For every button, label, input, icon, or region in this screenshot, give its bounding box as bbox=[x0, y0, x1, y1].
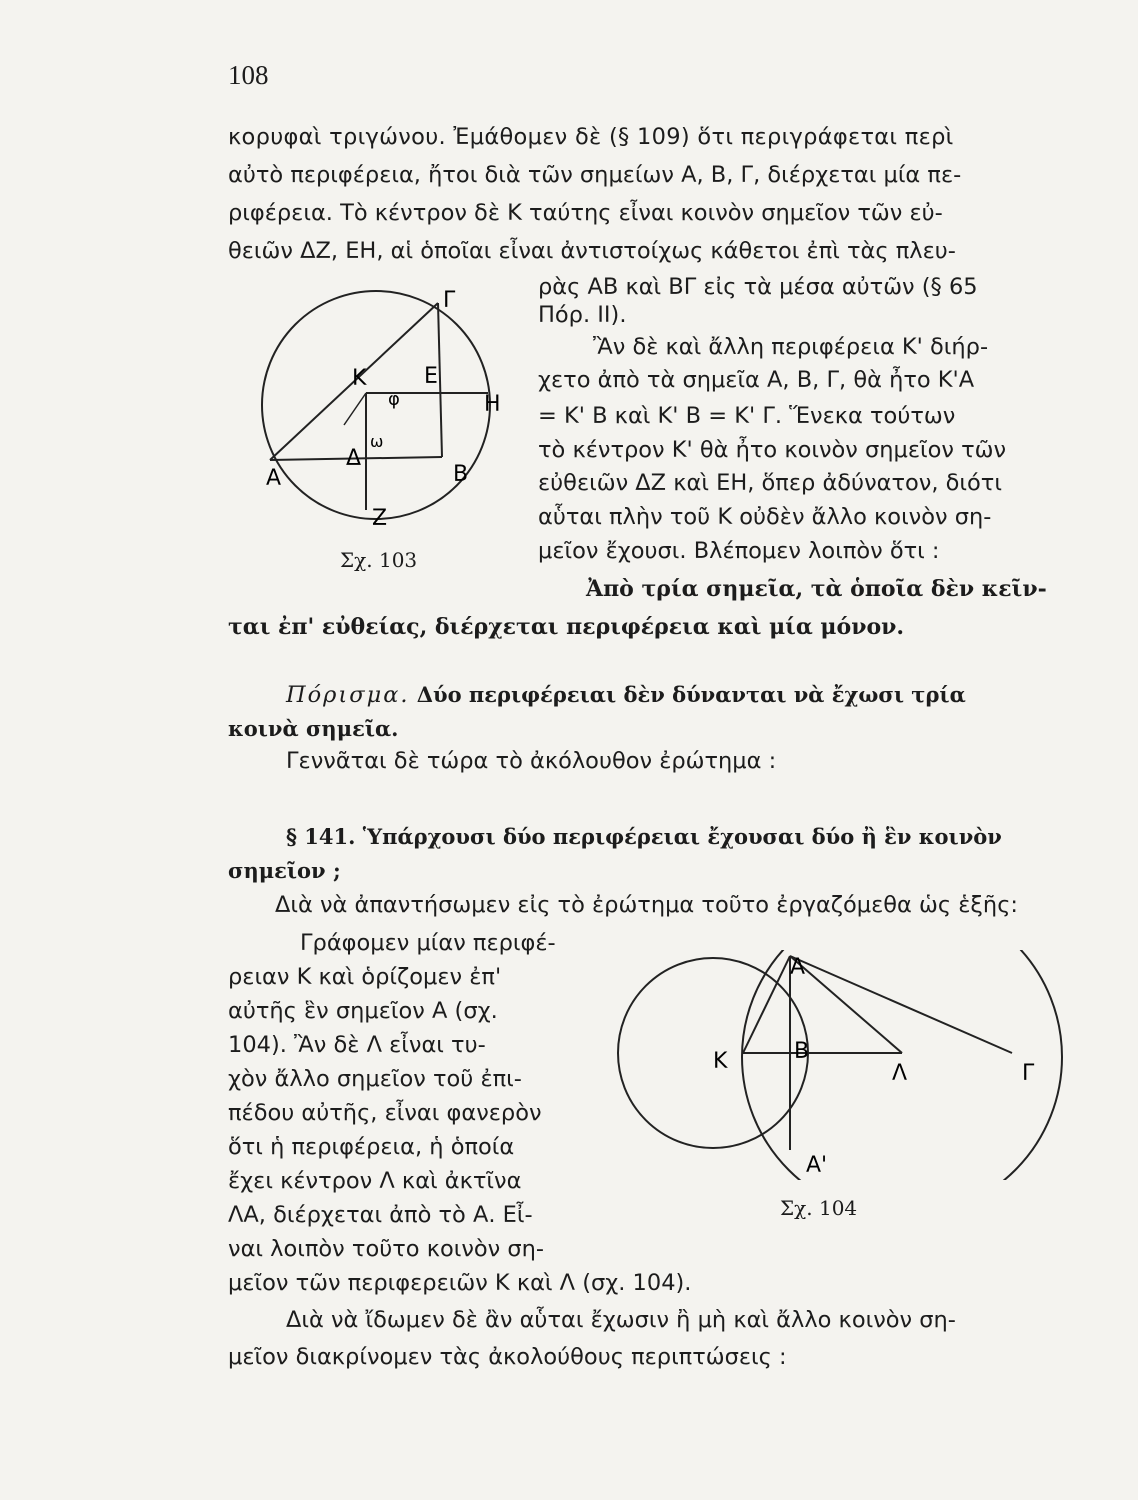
text-line: ΛΑ, διέρχεται ἀπὸ τὸ Α. Εἶ- bbox=[228, 1202, 533, 1228]
text-line: μεῖον ἔχουσι. Βλέπομεν λοιπὸν ὅτι : bbox=[538, 538, 940, 564]
text-line: Διὰ νὰ ἀπαντήσωμεν εἰς τὸ ἐρώτημα τοῦτο ἐργαζόμεθα ὡς ἑξῆς: bbox=[275, 892, 1018, 918]
label-b: Β bbox=[794, 1039, 810, 1064]
text-line: Ἂν δὲ καὶ ἄλλη περιφέρεια Κ' διήρ- bbox=[593, 334, 989, 360]
text-line: κορυφαὶ τριγώνου. Ἐμάθομεν δὲ (§ 109) ὅτι περιγράφεται περὶ bbox=[228, 124, 954, 150]
section-heading: σημεῖον ; bbox=[228, 858, 341, 883]
theorem-line: ται ἐπ' εὐθείας, διέρχεται περιφέρεια καὶ μία μόνον. bbox=[228, 614, 905, 640]
text-line: Πόρ. ΙΙ). bbox=[538, 302, 627, 328]
text-line: ρειαν Κ καὶ ὁρίζομεν ἐπ' bbox=[228, 964, 502, 990]
label-gamma: Γ bbox=[443, 288, 456, 313]
label-k: Κ bbox=[713, 1049, 728, 1074]
porisma-text-2: κοινὰ σημεῖα. bbox=[228, 716, 399, 741]
porisma-line bbox=[286, 680, 966, 710]
label-a: Α bbox=[266, 466, 282, 491]
label-h: Η bbox=[484, 392, 501, 417]
label-a: Α bbox=[790, 955, 806, 980]
porisma-label: Πόρισμα. bbox=[286, 682, 410, 708]
section-heading: § 141. Ὑπάρχουσι δύο περιφέρειαι ἔχουσαι δύο ἢ ἓν κοινὸν bbox=[286, 824, 1002, 849]
text-line: ναι λοιπὸν τοῦτο κοινὸν ση- bbox=[228, 1236, 545, 1262]
label-gamma: Γ bbox=[1022, 1061, 1035, 1086]
text-line: Γεννᾶται δὲ τώρα τὸ ἀκόλουθον ἐρώτημα : bbox=[286, 748, 777, 774]
text-line: μεῖον τῶν περιφερειῶν Κ καὶ Λ (σχ. 104). bbox=[228, 1270, 692, 1296]
label-a-prime: Α' bbox=[806, 1153, 828, 1178]
text-line: ἔχει κέντρον Λ καὶ ἀκτῖνα bbox=[228, 1168, 522, 1194]
figure-103 bbox=[248, 275, 528, 545]
label-lambda: Λ bbox=[892, 1061, 908, 1086]
label-k: Κ bbox=[352, 366, 367, 391]
text-line: Διὰ νὰ ἴδωμεν δὲ ἂν αὗται ἔχωσιν ἢ μὴ καὶ ἄλλο κοινὸν ση- bbox=[286, 1307, 956, 1333]
text-line: μεῖον διακρίνομεν τὰς ἀκολούθους περιπτώσεις : bbox=[228, 1344, 787, 1370]
figure-104 bbox=[610, 950, 1070, 1180]
text-line: αὗται πλὴν τοῦ Κ οὐδὲν ἄλλο κοινὸν ση- bbox=[538, 504, 992, 530]
text-line: αὐτὸ περιφέρεια, ἤτοι διὰ τῶν σημείων Α, Β, Γ, διέρχεται μία πε- bbox=[228, 162, 962, 188]
page-number: 108 bbox=[228, 60, 269, 90]
text-line: εὐθειῶν ΔΖ καὶ ΕΗ, ὅπερ ἀδύνατον, διότι bbox=[538, 470, 1002, 496]
text-line: αὐτῆς ἓν σημεῖον Α (σχ. bbox=[228, 998, 498, 1024]
porisma-text: Δύο περιφέρειαι δὲν δύνανται νὰ ἔχωσι τρία bbox=[416, 682, 966, 707]
label-omega: ω bbox=[370, 432, 384, 451]
text-line: τὸ κέντρον Κ' θὰ ἦτο κοινὸν σημεῖον τῶν bbox=[538, 437, 1007, 463]
label-e: Ε bbox=[424, 364, 438, 389]
text-line: = Κ' Β καὶ Κ' Β = Κ' Γ. Ἕνεκα τούτων bbox=[538, 403, 956, 429]
label-z: Ζ bbox=[372, 506, 388, 531]
label-b: Β bbox=[453, 462, 469, 487]
theorem-line: Ἀπὸ τρία σημεῖα, τὰ ὁποῖα δὲν κεῖν- bbox=[586, 576, 1047, 602]
text-line: Γράφομεν μίαν περιφέ- bbox=[300, 930, 556, 956]
text-line: χετο ἀπὸ τὰ σημεῖα Α, Β, Γ, θὰ ἦτο Κ'Α bbox=[538, 367, 975, 393]
label-delta: Δ bbox=[346, 446, 362, 471]
text-line: θειῶν ΔΖ, ΕΗ, αἱ ὁποῖαι εἶναι ἀντιστοίχως κάθετοι ἐπὶ τὰς πλευ- bbox=[228, 238, 956, 264]
figure-104-caption: Σχ. 104 bbox=[780, 1196, 858, 1220]
text-line: πέδου αὐτῆς, εἶναι φανερὸν bbox=[228, 1100, 542, 1126]
text-line: ρὰς ΑΒ καὶ ΒΓ εἰς τὰ μέσα αὐτῶν (§ 65 bbox=[538, 274, 978, 300]
text-line: ὅτι ἡ περιφέρεια, ἡ ὁποία bbox=[228, 1134, 515, 1160]
text-line: 104). Ἂν δὲ Λ εἶναι τυ- bbox=[228, 1032, 486, 1058]
label-phi: φ bbox=[388, 389, 400, 410]
text-line: ριφέρεια. Τὸ κέντρον δὲ Κ ταύτης εἶναι κοινὸν σημεῖον τῶν εὐ- bbox=[228, 200, 943, 226]
text-line: χὸν ἄλλο σημεῖον τοῦ ἐπι- bbox=[228, 1066, 522, 1092]
figure-103-caption: Σχ. 103 bbox=[340, 548, 418, 572]
